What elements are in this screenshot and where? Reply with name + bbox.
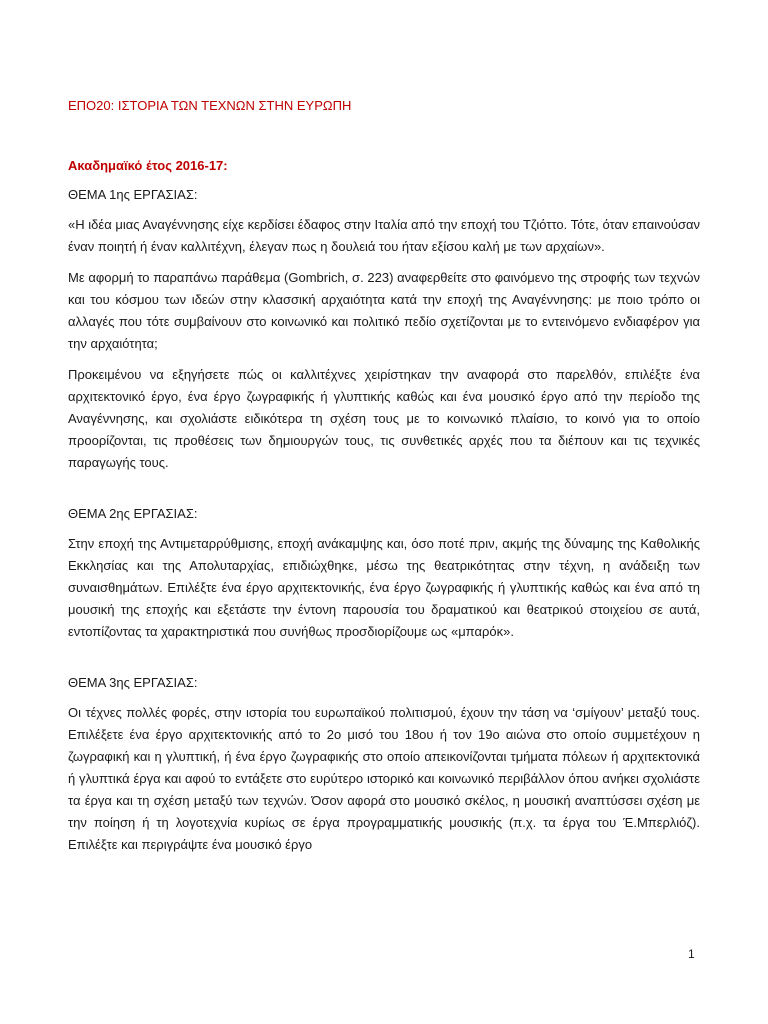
academic-year-heading: Ακαδημαϊκό έτος 2016-17: (68, 158, 228, 173)
theme-1-quote: «Η ιδέα μιας Αναγέννησης είχε κερδίσει έδαφος στην Ιταλία από την εποχή του Τζιόττο. Τότε, όταν επαινούσαν έναν ποιητή ή έναν καλλιτέχνη, έλεγαν πως η δουλειά του ήταν εξίσου καλή με των αρχαίων». (68, 217, 700, 254)
theme-1-paragraph: Με αφορμή το παραπάνω παράθεμα (Gombrich, σ. 223) αναφερθείτε στο φαινόμενο της στροφής των τεχνών και του κόσμου των ιδεών στην κλασσική αρχαιότητα κατά την εποχή της Αναγέννησης: με ποιο τρόπο οι αλλαγές που τότε συμβαίνουν στο κοινωνικό και πολιτικό πεδίο σχετίζονται με το εντεινόμενο ενδιαφέρον για την αρχαιότητα; (68, 270, 700, 351)
theme-2-paragraph: Στην εποχή της Αντιμεταρρύθμισης, εποχή ανάκαμψης και, όσο ποτέ πριν, ακμής της δύναμης της Καθολικής Εκκλησίας και της Απολυταρχίας, επιδιώχθηκε, μέσω της θεατρικότητας στην τέχνη, η ανάδειξη των συναισθημάτων. Επιλέξτε ένα έργο αρχιτεκτονικής, ένα έργο ζωγραφικής ή γλυπτικής καθώς και ένα από τη μουσική της εποχής και εξετάστε την έντονη παρουσία του δραματικού και θεατρικού στοιχείου σε αυτά, εντοπίζοντας τα χαρακτηριστικά που συνήθως προσδιορίζουμε ως «μπαρόκ». (68, 536, 700, 639)
page-number: 1 (688, 947, 695, 961)
theme-3-heading: ΘΕΜΑ 3ης ΕΡΓΑΣΙΑΣ: (68, 675, 198, 690)
theme-1-heading: ΘΕΜΑ 1ης ΕΡΓΑΣΙΑΣ: (68, 187, 198, 202)
course-title: ΕΠΟ20: ΙΣΤΟΡΙΑ ΤΩΝ ΤΕΧΝΩΝ ΣΤΗΝ ΕΥΡΩΠΗ (68, 98, 352, 113)
document-body (68, 96, 700, 865)
theme-2-heading: ΘΕΜΑ 2ης ΕΡΓΑΣΙΑΣ: (68, 506, 198, 521)
theme-1-paragraph: Προκειμένου να εξηγήσετε πώς οι καλλιτέχνες χειρίστηκαν την αναφορά στο παρελθόν, επιλέξτε ένα αρχιτεκτονικό έργο, ένα έργο ζωγραφικής ή γλυπτικής καθώς και ένα μουσικό έργο από την περίοδο της Αναγέννησης, και σχολιάστε ειδικότερα τη σχέση τους με το κοινωνικό πλαίσιο, το κοινό για το οποίο προορίζονται, τις προθέσεις των δημιουργών τους, τις συνθετικές αρχές που τα διέπουν και τις τεχνικές παραγωγής τους. (68, 367, 700, 470)
theme-3-paragraph: Οι τέχνες πολλές φορές, στην ιστορία του ευρωπαϊκού πολιτισμού, έχουν την τάση να ‘σμίγουν’ μεταξύ τους. Επιλέξετε ένα έργο αρχιτεκτονικής από το 2ο μισό του 18ου ή τον 19ο αιώνα στο οποίο συμμετέχουν η ζωγραφική και η γλυπτική, ή ένα έργο ζωγραφικής στο οποίο απεικονίζονται τμήματα πόλεων ή αρχιτεκτονικά ή γλυπτικά έργα και αφού το εντάξετε στο ευρύτερο ιστορικό και κοινωνικό περιβάλλον όπου ανήκει σχολιάστε τα έργα και τη σχέση μεταξύ των τεχνών. Όσον αφορά στο μουσικό σκέλος, η μουσική αναπτύσσει σχέση με την ποίηση ή τη λογοτεχνία κυρίως σε έργα προγραμματικής μουσικής (π.χ. τα έργα του Έ.Μπερλιόζ). Επιλέξτε και περιγράψτε ένα μουσικό έργο (68, 705, 700, 852)
